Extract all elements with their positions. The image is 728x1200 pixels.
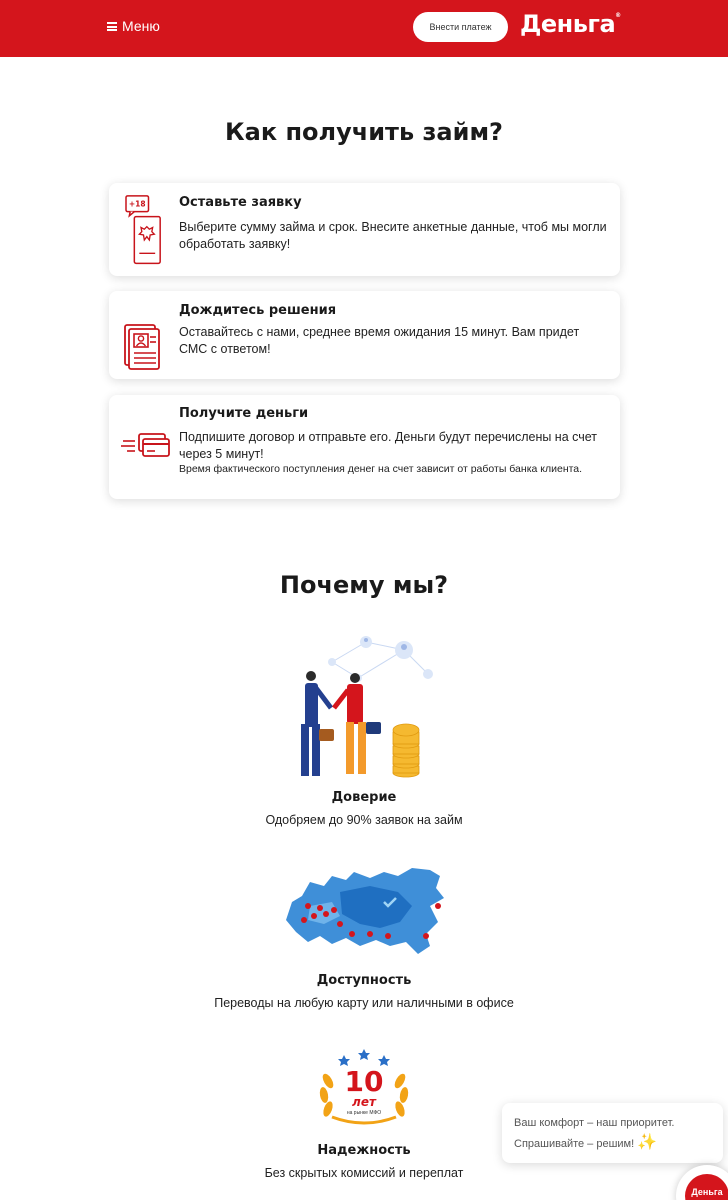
step-note: Время фактического поступления денег на счет зависит от работы банка клиента. [179,463,583,475]
card-transfer-icon [121,431,173,461]
feature-text: Без скрытых комиссий и переплат [264,1166,464,1180]
handshake-illustration [288,628,448,783]
feature-text: Одобряем до 90% заявок на займ [265,813,463,827]
step-card-get-money [109,395,620,499]
feature-title: Доступность [316,973,412,988]
step-title: Получите деньги [179,406,309,421]
step-card-apply [109,183,620,276]
svg-text:на рынке МФО: на рынке МФО [346,1110,382,1116]
passport-form-icon [121,195,171,265]
why-section-title: Почему мы? [279,571,449,599]
chat-line: Спрашивайте – решим! [514,1138,635,1150]
feature-title: Доверие [331,790,397,805]
chat-logo: Деньга [685,1174,728,1200]
document-profile-icon [121,313,171,383]
svg-text:10: 10 [344,1065,384,1098]
step-text: Подпишите договор и отправьте его. Деньги будут перечислены на счет через 5 минут! [179,430,598,461]
russia-map-illustration [280,862,450,962]
menu-button[interactable] [107,18,160,34]
brand-logo[interactable]: Деньга® [520,10,621,38]
step-title: Оставьте заявку [179,195,302,210]
top-header [0,0,728,57]
chat-line: Ваш комфорт – наш приоритет. [514,1117,675,1129]
how-section-title: Как получить займ? [225,118,503,146]
menu-label: Меню [122,18,160,34]
feature-text: Переводы на любую карту или наличными в офисе [214,996,514,1010]
step-text: Выберите сумму займа и срок. Внесите анкетные данные, чтоб мы могли обработать заявку! [179,220,607,251]
svg-text:+18: +18 [128,199,146,209]
hamburger-icon [107,22,117,31]
step-text: Оставайтесь с нами, среднее время ожидания 15 минут. Вам придет СМС с ответом! [179,325,580,356]
feature-title: Надежность [317,1143,411,1158]
sparkle-icon: ✨ [637,1134,658,1151]
ten-years-badge [316,1047,412,1125]
svg-text:лет: лет [352,1095,376,1109]
chat-bubble[interactable] [502,1103,723,1163]
step-title: Дождитесь решения [179,303,337,318]
make-payment-button[interactable]: Внести платеж [413,12,508,42]
step-card-decision [109,291,620,379]
